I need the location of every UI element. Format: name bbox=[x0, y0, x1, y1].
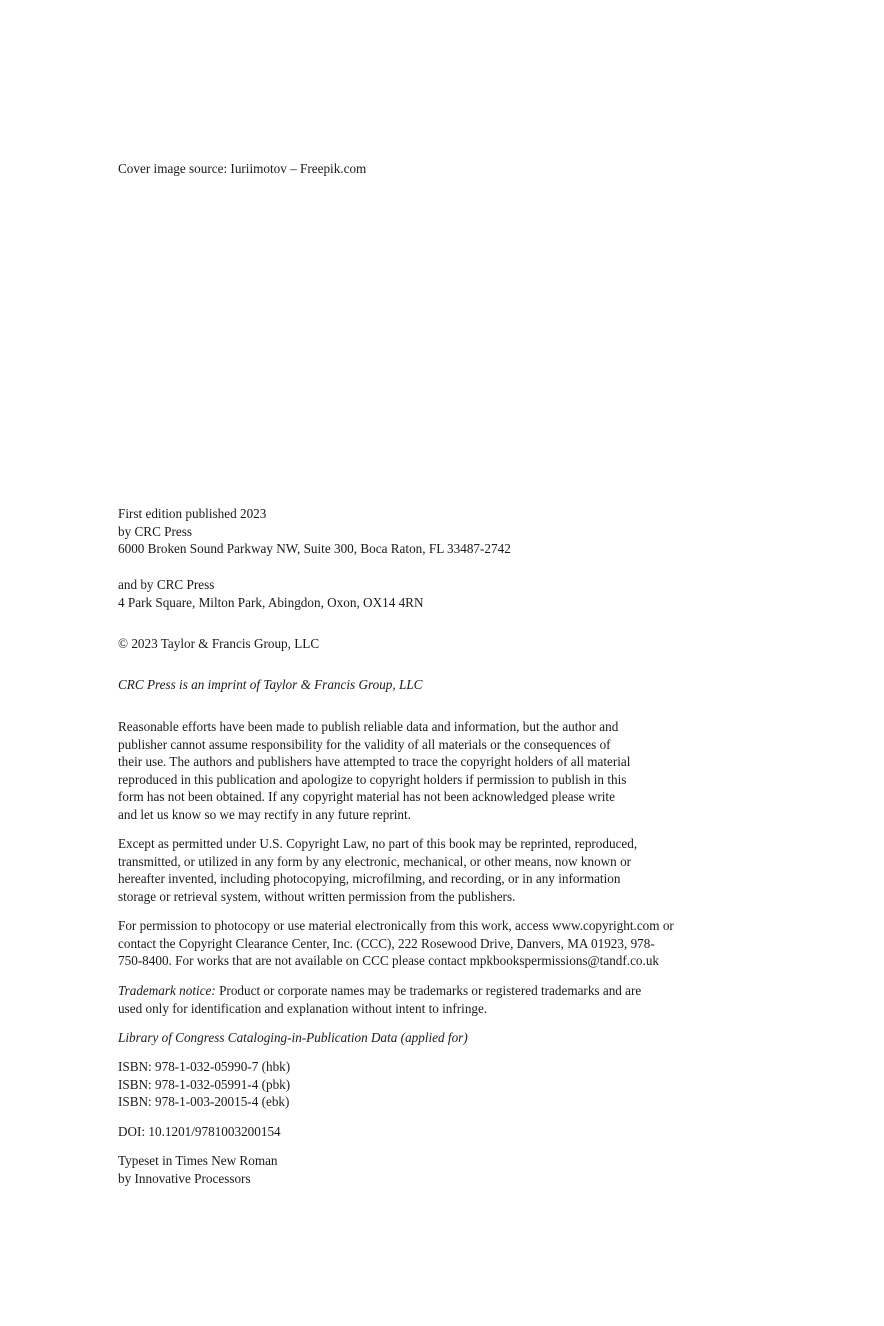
typesetter-line: by Innovative Processors bbox=[118, 1170, 251, 1186]
disclaimer-line: form has not been obtained. If any copyright material has not been acknowledged please write bbox=[118, 789, 615, 805]
disclaimer-line: and let us know so we may rectify in any future reprint. bbox=[118, 806, 411, 822]
trademark-text: Product or corporate names may be trademarks or registered trademarks and are bbox=[215, 983, 642, 998]
edition-line: First edition published 2023 bbox=[118, 506, 267, 521]
isbn-block bbox=[118, 1058, 778, 1111]
doi-text: DOI: 10.1201/9781003200154 bbox=[118, 1124, 281, 1139]
permissions-line: For permission to photocopy or use material electronically from this work, access www.copyright.com or bbox=[118, 918, 674, 933]
publisher-uk-line: and by CRC Press bbox=[118, 577, 215, 592]
disclaimer-line: Reasonable efforts have been made to publish reliable data and information, but the author and bbox=[118, 719, 619, 734]
trademark-line-1 bbox=[118, 982, 778, 1000]
publisher-uk-address-line: 4 Park Square, Milton Park, Abingdon, Oxon, OX14 4RN bbox=[118, 594, 424, 610]
disclaimer-line: their use. The authors and publishers have attempted to trace the copyright holders of all material bbox=[118, 754, 631, 770]
imprint-notice bbox=[118, 676, 778, 694]
trademark-label: Trademark notice: bbox=[118, 983, 216, 998]
cover-credit bbox=[118, 160, 778, 178]
copyright-law-line: hereafter invented, including photocopying, microfilming, and recording, or in any information bbox=[118, 871, 621, 887]
disclaimer-line: reproduced in this publication and apologize to copyright holders if permission to publish in this bbox=[118, 771, 627, 787]
disclaimer-paragraph bbox=[118, 718, 778, 824]
copyright-notice bbox=[118, 635, 778, 653]
publisher-us-block bbox=[118, 505, 778, 558]
typeset-line: Typeset in Times New Roman bbox=[118, 1153, 278, 1168]
disclaimer-line: publisher cannot assume responsibility for the validity of all materials or the consequences of bbox=[118, 736, 611, 752]
cover-credit-text: Cover image source: Iuriimotov – Freepik.com bbox=[118, 161, 367, 176]
trademark-line-2: used only for identification and explanation without intent to infringe. bbox=[118, 1000, 488, 1016]
typeset-block bbox=[118, 1152, 778, 1187]
permissions-paragraph bbox=[118, 917, 778, 970]
isbn-ebk: ISBN: 978-1-003-20015-4 (ebk) bbox=[118, 1094, 290, 1110]
permissions-line: 750-8400. For works that are not available on CCC please contact mpkbookspermissions@tandf.co.uk bbox=[118, 953, 660, 969]
trademark-paragraph bbox=[118, 982, 778, 1017]
copyright-law-paragraph bbox=[118, 835, 778, 905]
publisher-address-line: 6000 Broken Sound Parkway NW, Suite 300, Boca Raton, FL 33487-2742 bbox=[118, 541, 511, 557]
isbn-hbk: ISBN: 978-1-032-05990-7 (hbk) bbox=[118, 1059, 291, 1074]
cip-notice bbox=[118, 1029, 778, 1047]
copyright-law-line: Except as permitted under U.S. Copyright Law, no part of this book may be reprinted, reproduced, bbox=[118, 836, 638, 851]
copyright-text: © 2023 Taylor & Francis Group, LLC bbox=[118, 636, 320, 651]
doi-block bbox=[118, 1123, 778, 1141]
isbn-pbk: ISBN: 978-1-032-05991-4 (pbk) bbox=[118, 1076, 291, 1092]
permissions-line: contact the Copyright Clearance Center, Inc. (CCC), 222 Rosewood Drive, Danvers, MA 01923, 978- bbox=[118, 935, 655, 951]
copyright-law-line: storage or retrieval system, without written permission from the publishers. bbox=[118, 888, 516, 904]
publisher-line: by CRC Press bbox=[118, 523, 193, 539]
publisher-uk-block bbox=[118, 576, 778, 611]
imprint-text: CRC Press is an imprint of Taylor & Francis Group, LLC bbox=[118, 677, 423, 692]
copyright-law-line: transmitted, or utilized in any form by any electronic, mechanical, or other means, now known or bbox=[118, 853, 632, 869]
cip-text: Library of Congress Cataloging‑in‑Publication Data (applied for) bbox=[118, 1030, 468, 1045]
